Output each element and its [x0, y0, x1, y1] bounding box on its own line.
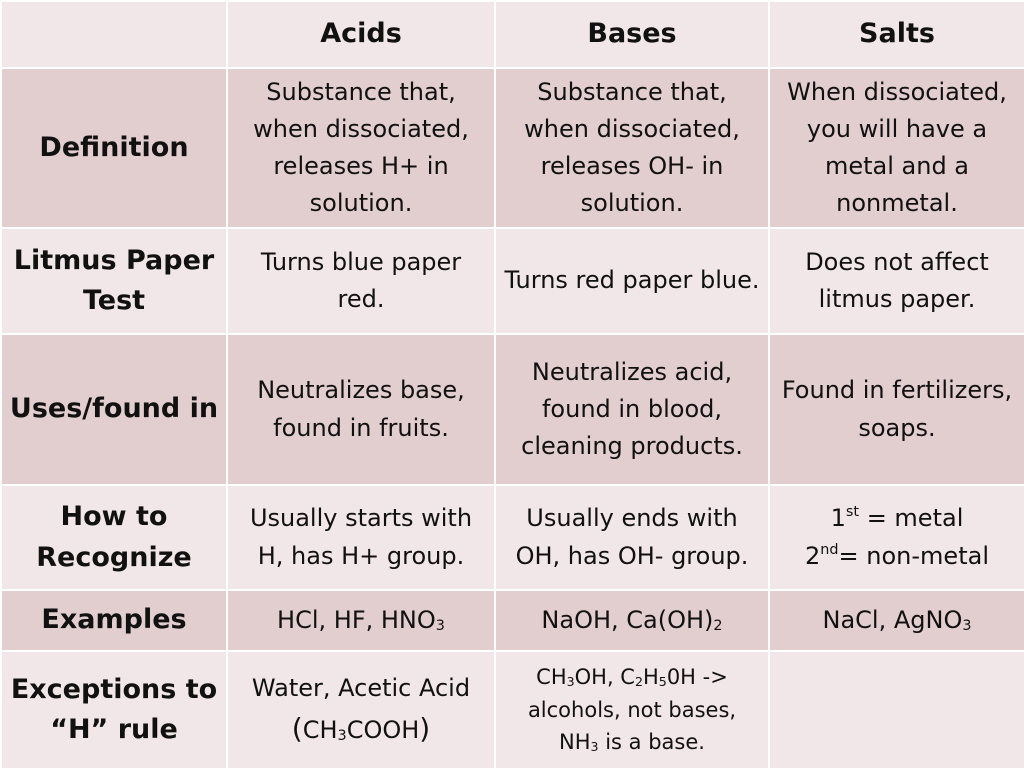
litmus-salts: Does not affect litmus paper. — [769, 228, 1024, 334]
examples-label: Examples — [1, 590, 227, 651]
uses-label: Uses/found in — [1, 334, 227, 485]
exceptions-acids-line2: $(CH_3COOH)$ — [291, 711, 431, 745]
exceptions-label-line2: “H” rule — [50, 714, 178, 745]
examples-salts: NaCl, AgNO$_3$ — [769, 590, 1024, 651]
exceptions-label — [1, 651, 227, 769]
exceptions-acids — [227, 651, 495, 769]
header-corner-cell — [1, 1, 227, 68]
recognize-label-line1: How to — [60, 501, 168, 532]
litmus-bases: Turns red paper blue. — [495, 228, 769, 334]
exceptions-salts — [769, 651, 1024, 769]
recognize-bases: Usually ends with OH, has OH- group. — [495, 485, 769, 590]
recognize-salts-line2: 2nd= non-metal — [805, 541, 989, 570]
litmus-label-line2: Test — [82, 285, 146, 316]
uses-acids: Neutralizes base, found in fruits. — [227, 334, 495, 485]
exceptions-bases-line3: $NH_3$ is a base. — [559, 730, 705, 755]
exceptions-row — [1, 651, 1024, 769]
definition-label: Definition — [1, 68, 227, 228]
exceptions-acids-line1: Water, Acetic Acid — [251, 673, 471, 702]
definition-bases: Substance that, when dissociated, releases OH- in solution. — [495, 68, 769, 228]
exceptions-bases-line2: alcohols, not bases, — [527, 697, 737, 722]
examples-bases: NaOH, $Ca(OH)_2$ — [495, 590, 769, 651]
definition-row — [1, 68, 1024, 228]
recognize-row — [1, 485, 1024, 590]
recognize-salts-line1: 1st = metal — [830, 504, 964, 533]
examples-row — [1, 590, 1024, 651]
recognize-label-line2: Recognize — [36, 541, 192, 573]
exceptions-bases — [495, 651, 769, 769]
recognize-label — [1, 485, 227, 590]
uses-row — [1, 334, 1024, 485]
litmus-label-line1: Litmus Paper — [13, 244, 215, 276]
litmus-row — [1, 228, 1024, 334]
exceptions-bases-line1: $CH_3OH$, $C_2H_50H$ -> — [536, 665, 728, 690]
uses-bases: Neutralizes acid, found in blood, cleaning products. — [495, 334, 769, 485]
definition-acids: Substance that, when dissociated, releases H+ in solution. — [227, 68, 495, 228]
examples-acids: HCl, HF, $HNO_3$ — [227, 590, 495, 651]
uses-salts: Found in fertilizers, soaps. — [769, 334, 1024, 485]
exceptions-label-line1: Exceptions to — [10, 673, 218, 705]
header-row — [1, 1, 1024, 68]
litmus-acids: Turns blue paper red. — [227, 228, 495, 334]
header-salts: Salts — [769, 1, 1024, 68]
header-bases: Bases — [495, 1, 769, 68]
litmus-label — [1, 228, 227, 334]
definition-salts: When dissociated, you will have a metal and a nonmetal. — [769, 68, 1024, 228]
recognize-acids: Usually starts with H, has H+ group. — [227, 485, 495, 590]
recognize-salts — [769, 485, 1024, 590]
header-acids: Acids — [227, 1, 495, 68]
